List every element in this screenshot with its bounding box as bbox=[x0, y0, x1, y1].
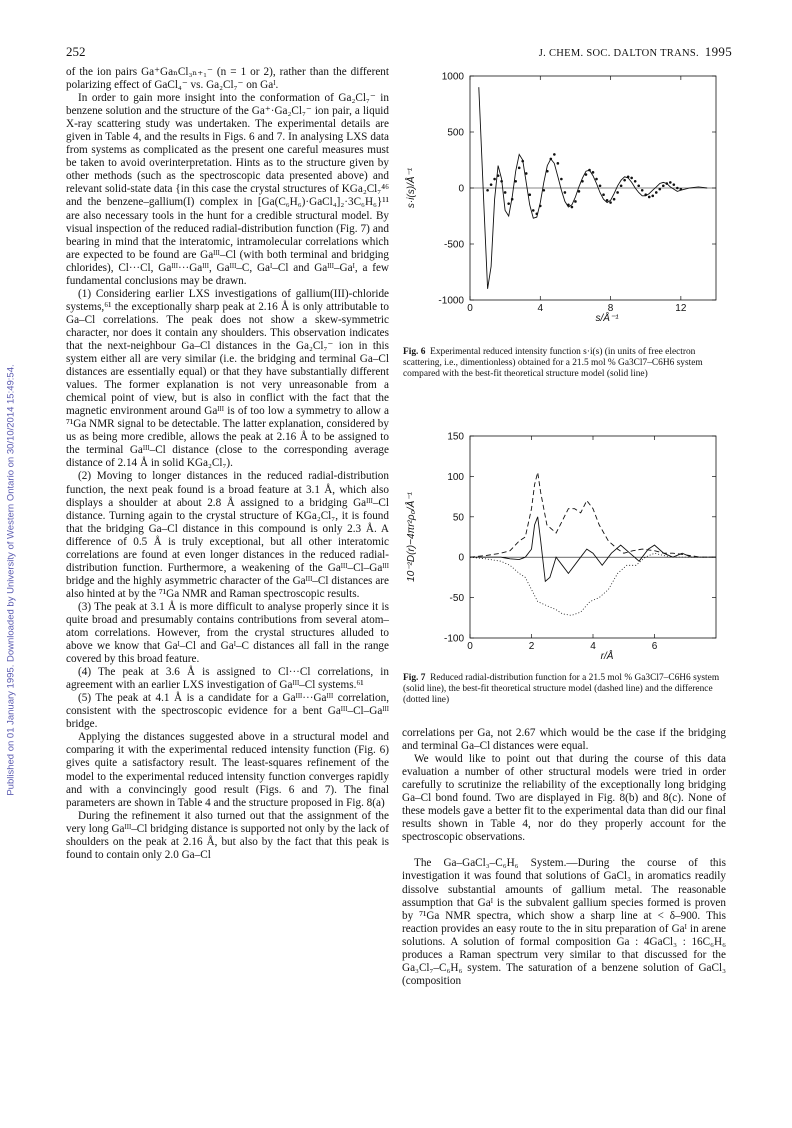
data-point bbox=[613, 198, 616, 201]
data-point bbox=[676, 187, 679, 190]
y-axis-label: 10⁻²D(r)−4πr²ρ₀/Å⁻¹ bbox=[406, 492, 417, 582]
y-tick-label: -100 bbox=[443, 633, 464, 645]
data-point bbox=[504, 191, 507, 194]
paragraph: (4) The peak at 3.6 Å is assigned to Cl···Cl correlations, in agreement with an earlier LXS investigation of Gaᴵᴵᴵ–Cl systems.⁶¹ bbox=[66, 666, 389, 692]
data-point bbox=[658, 188, 661, 191]
data-point bbox=[669, 181, 672, 184]
x-tick-label: 0 bbox=[467, 641, 473, 652]
data-point bbox=[651, 195, 654, 198]
data-point bbox=[490, 183, 493, 186]
data-point bbox=[493, 178, 496, 181]
data-point bbox=[557, 162, 560, 165]
download-note: Published on 01 January 1995. Downloaded by University of Western Ontario on 30/10/2014 15:49:54. bbox=[5, 364, 17, 796]
data-point bbox=[592, 171, 595, 174]
caption-text: Experimental reduced intensity function s·i(s) (in units of free electron scattering, i.e., dimentionless) obtained for a 21.5 mol % Ga3Cl7–C6H6 system compared with the best-fit theoretical structure model (solid line) bbox=[403, 347, 703, 380]
journal-year: 1995 bbox=[704, 44, 732, 59]
paragraph: of the ion pairs Ga⁺GaₙCl₃ₙ₊₁⁻ (n = 1 or 2), rather than the different polarizing effect of GaCl₄⁻ vs. Ga₂Cl₇⁻ on Gaᴵ. bbox=[66, 66, 389, 92]
paragraph: (5) The peak at 4.1 Å is a candidate for a Gaᴵᴵᴵ···Gaᴵᴵᴵ correlation, consistent with the spectroscopic evidence for a bent Gaᴵᴵᴵ–Cl–Gaᴵᴵᴵ bridge. bbox=[66, 692, 389, 731]
data-point bbox=[634, 180, 637, 183]
download-watermark bbox=[4, 220, 18, 940]
x-tick-label: 6 bbox=[651, 641, 658, 652]
x-tick-label: 4 bbox=[590, 641, 596, 652]
caption-text: Reduced radial-distribution function for a 21.5 mol % Ga3Cl7–C6H6 system (solid line), the best-fit theoretical structure model (dashed line) and the difference (dotted line) bbox=[403, 673, 720, 706]
figure-6-caption bbox=[403, 347, 727, 381]
caption-label: Fig. 7 bbox=[403, 673, 426, 683]
x-tick-label: 8 bbox=[607, 303, 614, 314]
y-tick-label: 1000 bbox=[441, 71, 464, 83]
figure-7-chart bbox=[404, 430, 728, 670]
dotted-series-line bbox=[470, 553, 716, 615]
data-point bbox=[486, 189, 489, 192]
paragraph: (3) The peak at 3.1 Å is more difficult to analyse properly since it is quite broad and presumably contains contributions from several atom–atom correlations. However, from the crystal structures alluded to above we know that Gaᴵ–Cl and Gaᴵ–C distances all fall in the range covered by this broad feature. bbox=[66, 600, 389, 666]
data-point bbox=[616, 191, 619, 194]
y-tick-label: 100 bbox=[447, 471, 464, 483]
data-point bbox=[532, 209, 535, 212]
y-axis-label: s·i(s)/Å⁻¹ bbox=[406, 167, 417, 209]
y-tick-label: 50 bbox=[452, 512, 464, 524]
paragraph: (2) Moving to longer distances in the reduced radial-distribution function, the next peak found is a broad feature at 3.1 Å, which also displays a shoulder at about 2.8 Å assigned to a bridging Gaᴵᴵᴵ–Cl distance. Turning again to the crystal structure of KGa₂Cl₇, it is found that the bridging Ga–Cl distance in this compound is only 2.3 Å. A difference of 0.5 Å is truly exceptional, but all other interatomic correlations are found at even longer distances in the reduced radial-distribution function. Furthermore, a weakening of the Gaᴵᴵᴵ–Cl–Gaᴵᴵᴵ bridge and the highly asymmetric character of the Gaᴵᴵᴵ–Cl distances are also hinted at by the ⁷¹Ga NMR and Raman spectroscopic results. bbox=[66, 470, 389, 600]
data-point bbox=[560, 178, 563, 181]
dashed-series-line bbox=[470, 472, 716, 557]
paragraph: We would like to point out that during the course of this data evaluation a number of other structural models were tried in order carefully to scrutinize the reliability of the exceptionally long bridging Ga–Cl bond found. Two are displayed in Fig. 8(b) and 8(c). None of these models gave a better fit to the experimental data than did our final results shown in Table 4, nor do they properly account for the spectroscopic observations. bbox=[402, 753, 726, 844]
data-point bbox=[595, 178, 598, 181]
y-tick-label: -50 bbox=[449, 593, 464, 605]
data-point bbox=[673, 183, 676, 186]
data-point bbox=[620, 184, 623, 187]
x-axis-label: r/Å bbox=[600, 651, 614, 662]
y-tick-label: -500 bbox=[443, 239, 464, 251]
data-point bbox=[655, 191, 658, 194]
running-header bbox=[539, 44, 732, 60]
data-point bbox=[662, 184, 665, 187]
series-group bbox=[470, 472, 716, 615]
paragraph: During the refinement it also turned out that the assignment of the very long Gaᴵᴵᴵ–Cl bridging distance is supported not only by the lack of shoulders on the peak at 2.16 Å, but also by the fact that this peak is found to contain only 2.0 Ga–Cl bbox=[66, 809, 389, 861]
data-point bbox=[599, 184, 602, 187]
y-tick-label: 0 bbox=[458, 552, 464, 564]
paragraph: correlations per Ga, not 2.67 which would be the case if the bridging and terminal Ga–Cl distances were equal. bbox=[402, 727, 726, 753]
data-point bbox=[518, 167, 521, 170]
data-point bbox=[602, 193, 605, 196]
data-point bbox=[630, 177, 633, 180]
paragraph: (1) Considering earlier LXS investigations of gallium(III)-chloride systems,⁶¹ the exceptionally sharp peak at 2.16 Å is only attributable to Ga–Cl correlations. The peak does not show a skew-symmetric character, nor does it contain any shoulders. This observation indicates that the next-neighbour Ga–Cl distances in the Ga₂Cl₇⁻ ion in this system either all are very similar (i.e. the bridging and terminal Ga–Cl distances are essentially equal) or that they have substantially different values. The former explanation is not very unreasonable from a chemical point of view, but is also in conflict with the fact that the magnetic environment around Gaᴵᴵᴵ is of too low a symmetry to allow a ⁷¹Ga NMR signal to be detectable. The latter explanation, considered by us as being more credible, allows the peak at 2.16 Å to be assigned to the terminal Gaᴵᴵᴵ–Cl distance (close to the corresponding average distance of 2.14 Å in solid KGa₂Cl₇). bbox=[66, 287, 389, 470]
journal-name: J. CHEM. SOC. DALTON TRANS. bbox=[538, 48, 699, 59]
solid-series-line bbox=[470, 517, 716, 582]
data-point bbox=[564, 191, 567, 194]
figure-7-caption bbox=[403, 673, 727, 707]
data-point bbox=[623, 179, 626, 182]
x-tick-label: 0 bbox=[467, 303, 473, 314]
paragraph: In order to gain more insight into the conformation of Ga₂Cl₇⁻ in benzene solution and the structure of the Ga⁺·Ga₂Cl₇⁻ ion pair, a liquid X-ray scattering study was undertaken. The experimental details are given in Table 4, and the results in Figs. 6 and 7. In analysing LXS data from systems as complicated as the present one careful measures must be taken to avoid overinterpretation. Hints as to the structure given by other methods (such as the spectroscopic data presented above) and relevant solid-state data {in this case the crystal structures of KGa₂Cl₇⁴⁶ and the benzene–gallium(I) complex in [Ga(C₆H₆)·GaCl₄]₂·3C₆H₆}¹¹ are also necessary tools in the hunt for a credible structural model. By visual inspection of the reduced radial-distribution function (Fig. 7) and bearing in mind that the interatomic, intramolecular correlations which are expected to be found are Gaᴵᴵᴵ–Cl (with both terminal and bridging chlorides), Cl···Cl, Gaᴵᴵᴵ···Gaᴵᴵᴵ, Gaᴵᴵᴵ–C, Gaᴵ–Cl and Gaᴵᴵᴵ–Gaᴵ, a few fundamental conclusions may be drawn. bbox=[66, 92, 389, 287]
paragraph: The Ga–GaCl₃–C₆H₆ System.—During the course of this investigation it was found that solutions of GaCl₃ in aromatics readily dissolve substantial amounts of gallium metal. The reasonable assumption that Gaᴵ is the subvalent gallium species formed is proven by ⁷¹Ga NMR spectra, which show a sharp line at < δ–900. This reaction provides an easy route to the in situ preparation of Gaᴵ in arene solutions. A solution of formal composition Ga : 4GaCl₃ : 16C₆H₆ produces a Raman spectrum very similar to that discussed for the Ga₃Cl₇–C₆H₆ system. The saturation of a benzene solution of GaCl₃ (composition bbox=[402, 857, 726, 987]
data-point bbox=[641, 189, 644, 192]
page-number: 252 bbox=[66, 44, 86, 59]
x-tick-label: 2 bbox=[528, 641, 535, 652]
figure-6-chart bbox=[404, 66, 728, 328]
data-point bbox=[637, 184, 640, 187]
left-column bbox=[66, 66, 389, 862]
x-tick-label: 4 bbox=[537, 303, 544, 314]
data-point bbox=[609, 201, 612, 204]
data-point bbox=[648, 196, 651, 199]
y-tick-label: 150 bbox=[447, 431, 464, 443]
data-point bbox=[571, 206, 574, 209]
paragraph: Applying the distances suggested above in a structural model and comparing it with the experimental reduced intensity function (Fig. 6) gives quite a satisfactory result. The least-squares refinement of the model to the experimental reduced intensity function converges rapidly and with a convincingly good result (Figs. 6 and 7). The final parameters are shown in Table 4 and the structure proposed in Fig. 8(a) bbox=[66, 731, 389, 809]
y-tick-label: 0 bbox=[458, 183, 464, 195]
data-point bbox=[553, 153, 556, 156]
plot-frame bbox=[470, 436, 716, 638]
data-point bbox=[574, 200, 577, 203]
right-column bbox=[402, 727, 726, 988]
x-tick-label: 12 bbox=[675, 303, 687, 314]
caption-label: Fig. 6 bbox=[403, 347, 426, 357]
y-tick-label: -1000 bbox=[438, 295, 464, 307]
data-point bbox=[528, 193, 531, 196]
data-point bbox=[507, 202, 510, 205]
x-axis-label: s/Å⁻¹ bbox=[595, 313, 619, 324]
y-tick-label: 500 bbox=[447, 127, 464, 139]
